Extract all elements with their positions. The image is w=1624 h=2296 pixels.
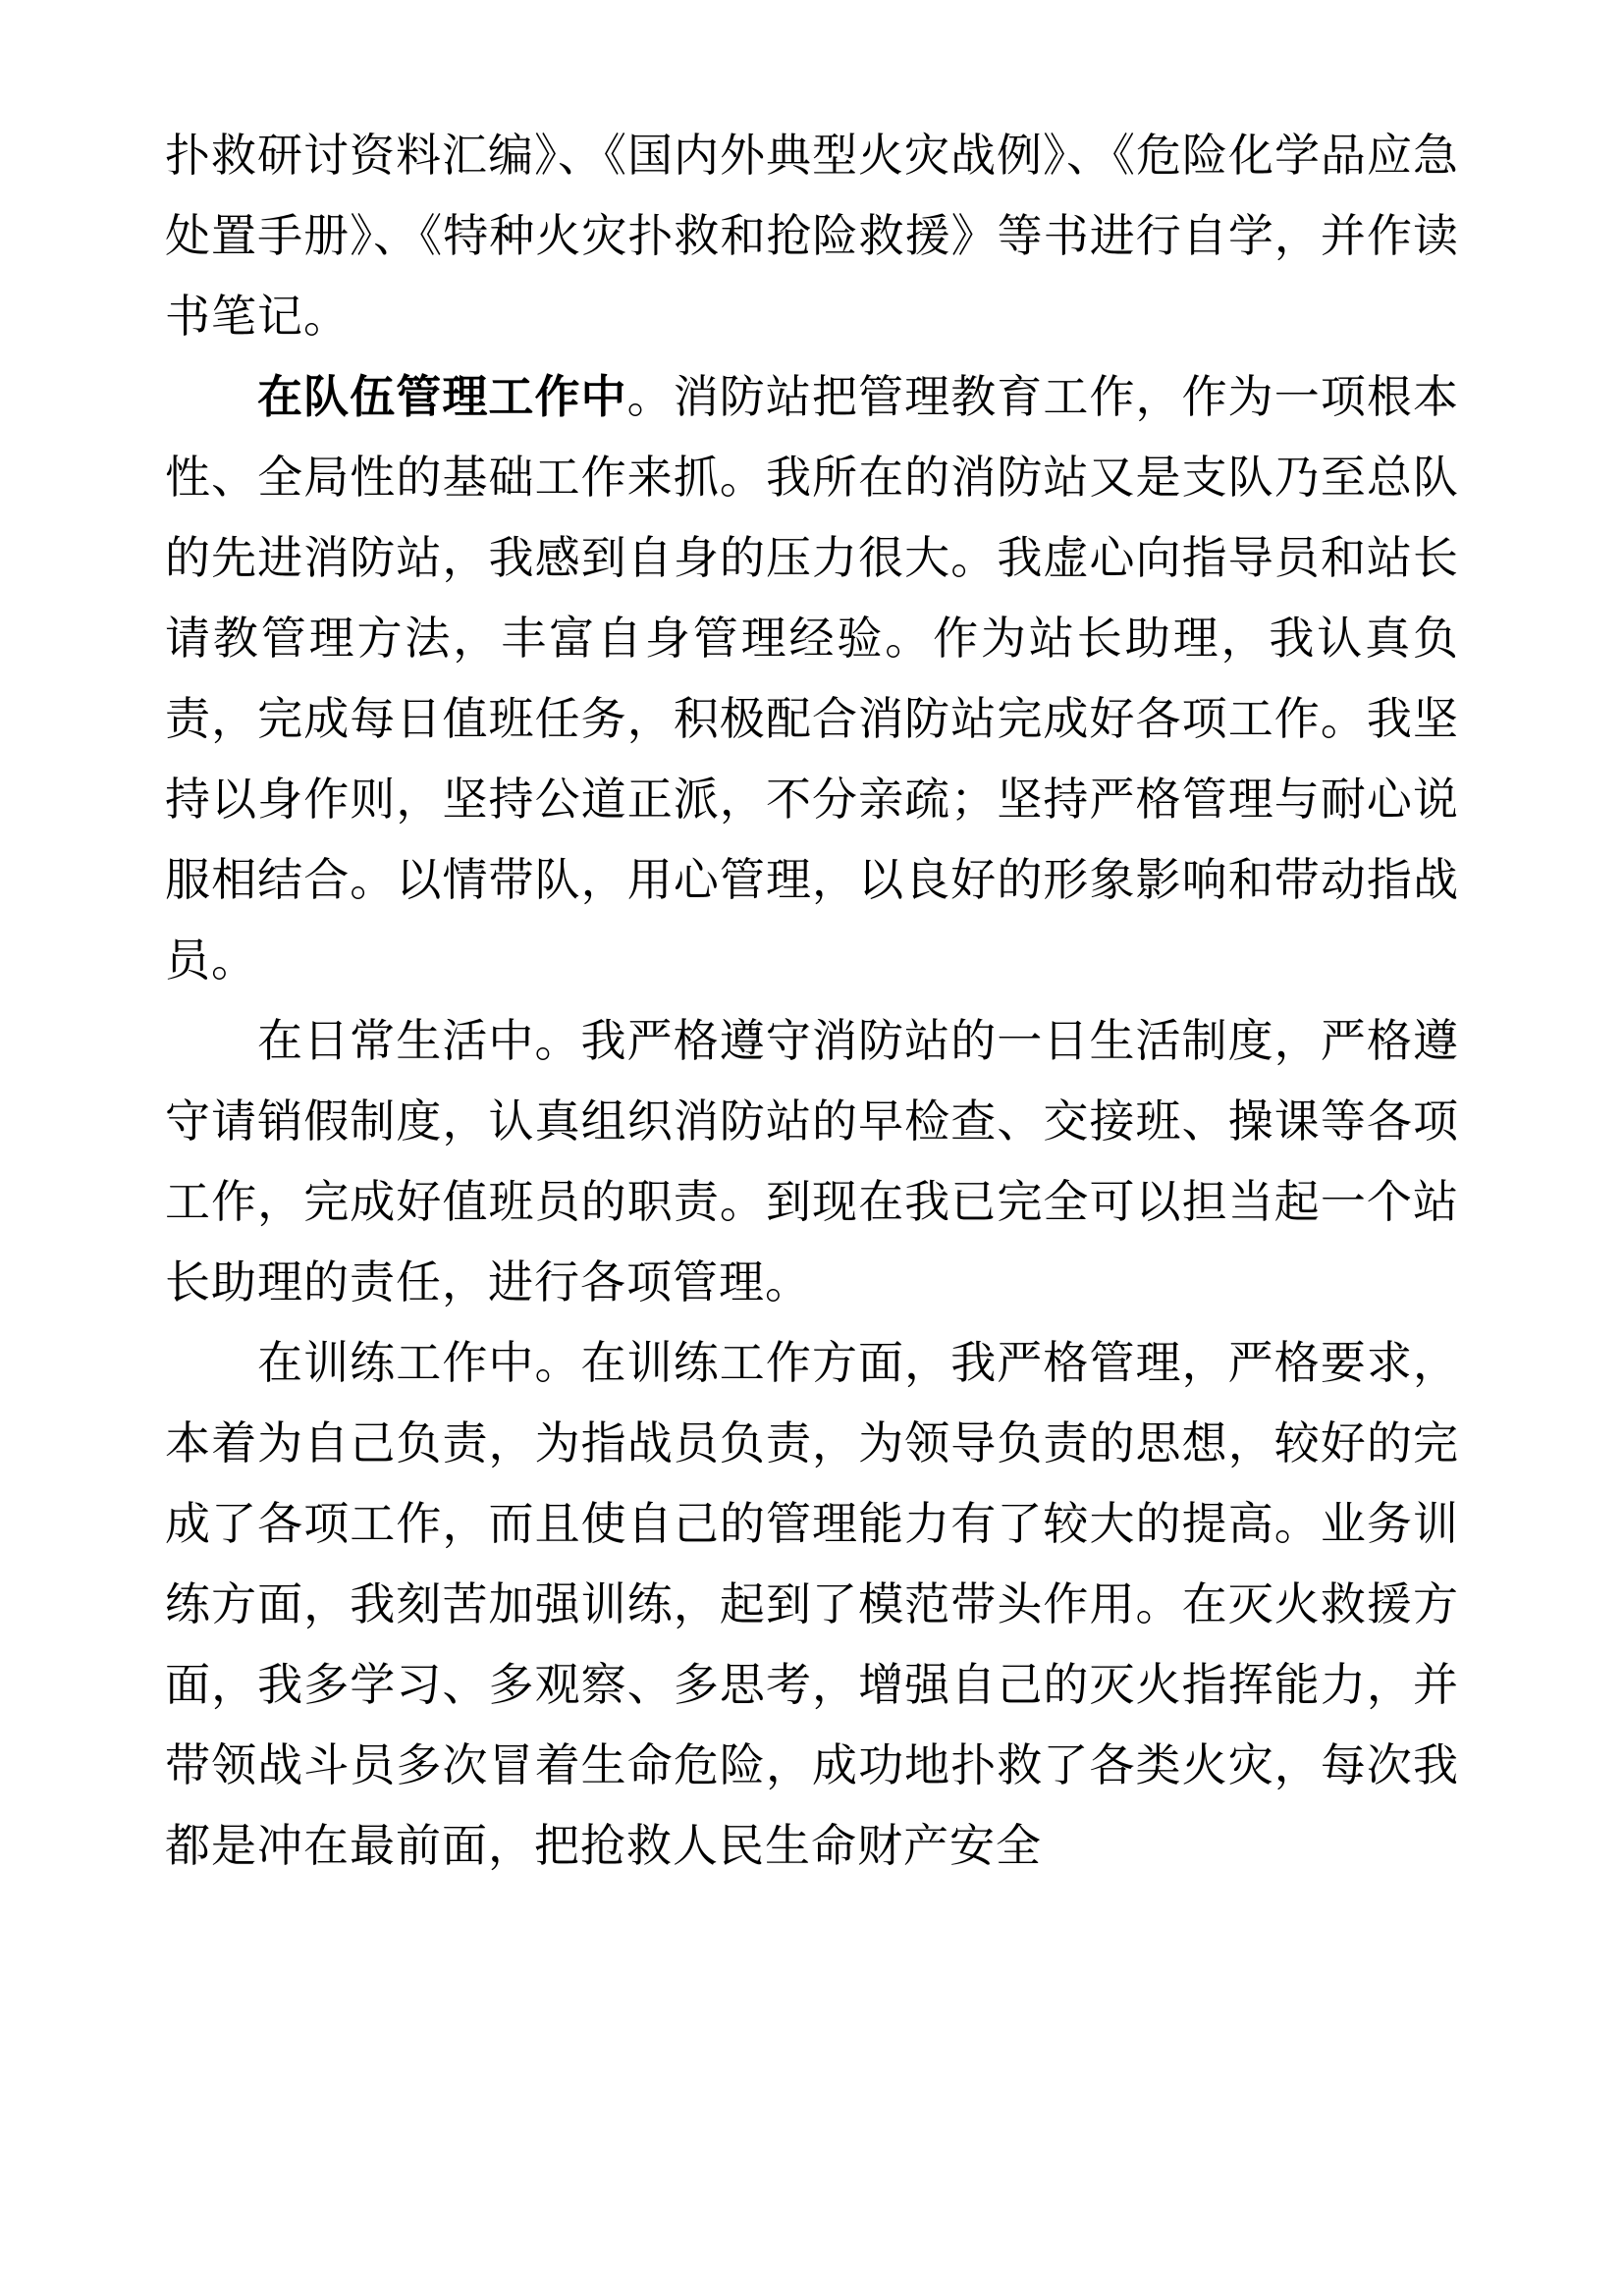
paragraph — [165, 116, 1459, 357]
paragraph-text: 扑救研讨资料汇编》、《国内外典型火灾战例》、《危险化学品应急处置手册》、《特种火灾扑救和抢险救援》等书进行自学，并作读书笔记。 — [165, 131, 1459, 342]
paragraph-text: 在训练工作中。在训练工作方面，我严格管理，严格要求，本着为自己负责，为指战员负责，为领导负责的思想，较好的完成了各项工作，而且使自己的管理能力有了较大的提高。业务训练方面，我刻苦加强训练，起到了模范带头作用。在灭火救援方面，我多学习、多观察、多思考，增强自己的灭火指挥能力，并带领战斗员多次冒着生命危险，成功地扑救了各类火灾，每次我都是冲在最前面，把抢救人民生命财产安全 — [165, 1338, 1459, 1871]
paragraph-text: 在日常生活中。我严格遵守消防站的一日生活制度，严格遵守请销假制度，认真组织消防站的早检查、交接班、操课等各项工作，完成好值班员的职责。到现在我已完全可以担当起一个站长助理的责任，进行各项管理。 — [165, 1016, 1459, 1308]
paragraph-text: 。消防站把管理教育工作，作为一项根本性、全局性的基础工作来抓。我所在的消防站又是支队乃至总队的先进消防站，我感到自身的压力很大。我虚心向指导员和站长请教管理方法，丰富自身管理经验。作为站长助理，我认真负责，完成每日值班任务，积极配合消防站完成好各项工作。我坚持以身作则，坚持公道正派，不分亲疏；坚持严格管理与耐心说服相结合。以情带队，用心管理，以良好的形象影响和带动指战员。 — [165, 372, 1460, 986]
paragraph-lead-bold-text: 在队伍管理工作中 — [257, 372, 627, 422]
paragraph — [165, 1323, 1459, 1887]
paragraph — [165, 1001, 1459, 1323]
paragraph — [165, 357, 1459, 1001]
